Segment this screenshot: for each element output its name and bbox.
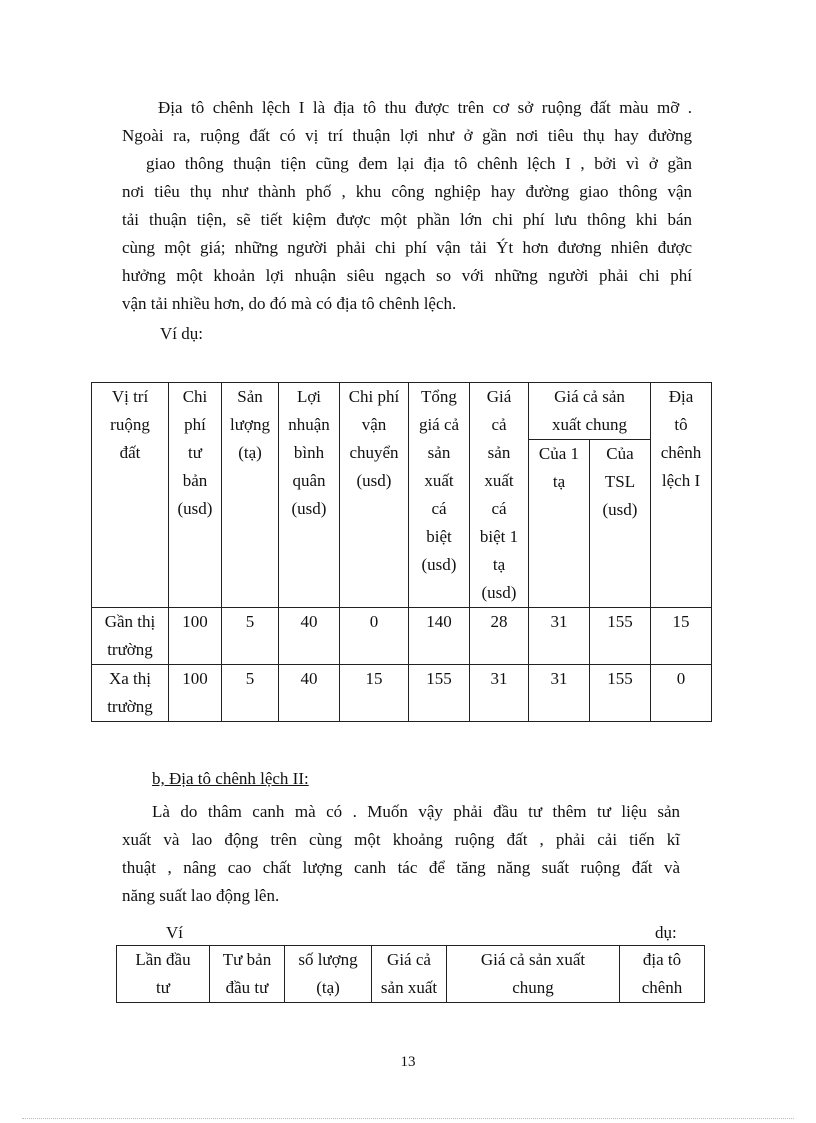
header-gia-san-xuat: Giá cả sản xuất: [372, 946, 447, 1003]
table-cell: 0: [651, 665, 712, 722]
section-heading: b, Địa tô chênh lệch II:: [152, 769, 309, 788]
table-cell: 40: [279, 608, 340, 665]
header-dia-to: Địa tô chênh lệch I: [651, 383, 712, 608]
row-name: Xa thị trường: [92, 665, 169, 722]
paragraph-line: thuật , nâng cao chất lượng canh tác để tăng năng suất ruộng đất và: [122, 858, 680, 877]
header-gia-chung: Giá cả sản xuất chung: [529, 383, 651, 440]
table-cell: 5: [222, 608, 279, 665]
paragraph-line: vận tải nhiều hơn, do đó mà có địa tô chênh lệch.: [122, 294, 457, 313]
header-cua-tsl: Của TSL (usd): [590, 440, 651, 608]
row-name: Gần thị trường: [92, 608, 169, 665]
table-cell: 100: [169, 608, 222, 665]
header-lan-dau-tu: Lần đầu tư: [117, 946, 210, 1003]
example-label: Ví dụ:: [160, 324, 203, 343]
header-tu-ban: Tư bản đầu tư: [210, 946, 285, 1003]
paragraph-line: năng suất lao động lên.: [122, 886, 280, 905]
table-cell: 31: [529, 665, 590, 722]
table-cell: 5: [222, 665, 279, 722]
paragraph-dia-to-chenh-lech-1: [122, 94, 692, 318]
paragraph-line: Địa tô chênh lệch I là địa tô thu được trên cơ sở ruộng đất màu mỡ .: [158, 98, 692, 117]
table-cell: 155: [590, 665, 651, 722]
header-tong-gia: Tổng giá cả sản xuất cá biệt (usd): [409, 383, 470, 608]
paragraph-line: Ngoài ra, ruộng đất có vị trí thuận lợi như ở gần nơi tiêu thụ hay đường: [122, 126, 692, 145]
header-gia-ca-biet: Giá cả sản xuất cá biệt 1 tạ (usd): [470, 383, 529, 608]
paragraph-line: nơi tiêu thụ như thành phố , khu công nghiệp hay đường giao thông vận: [122, 182, 692, 201]
paragraph-line: giao thông thuận tiện cũng đem lại địa tô chênh lệch I , bởi vì ở gần: [146, 154, 692, 173]
table-cell: 15: [651, 608, 712, 665]
table-cell: 0: [340, 608, 409, 665]
table-cell: 40: [279, 665, 340, 722]
footer-divider: [22, 1118, 794, 1119]
paragraph-line: Là do thâm canh mà có . Muốn vậy phải đầu tư thêm tư liệu sản: [152, 802, 680, 821]
table-row: [92, 665, 712, 722]
header-chi-phi-tu-ban: Chi phí tư bản (usd): [169, 383, 222, 608]
header-gia-san-xuat-chung: Giá cả sản xuất chung: [447, 946, 620, 1003]
table-cell: 28: [470, 608, 529, 665]
table-row: [92, 608, 712, 665]
table-cell: 31: [470, 665, 529, 722]
table-cell: 15: [340, 665, 409, 722]
example-label-du: dụ:: [655, 923, 677, 942]
table-cell: 155: [409, 665, 470, 722]
table-cell: 140: [409, 608, 470, 665]
paragraph-line: hưởng một khoản lợi nhuận siêu ngạch so với những người phải chi phí: [122, 266, 692, 285]
header-san-luong: Sản lượng (tạ): [222, 383, 279, 608]
table-dia-to-chenh-lech-1: [91, 382, 712, 722]
header-so-luong: số lượng (tạ): [285, 946, 372, 1003]
paragraph-dia-to-chenh-lech-2: [122, 798, 680, 910]
table-cell: 100: [169, 665, 222, 722]
header-chi-phi-van-chuyen: Chi phí vận chuyển (usd): [340, 383, 409, 608]
example-label-vi: Ví: [166, 923, 183, 942]
header-vi-tri: Vị trí ruộng đất: [92, 383, 169, 608]
paragraph-line: tải thuận tiện, sẽ tiết kiệm được một phần lớn chi phí lưu thông khi bán: [122, 210, 692, 229]
paragraph-line: cùng một giá; những người phải chi phí vận tải Ýt hơn đương nhiên được: [122, 238, 692, 257]
header-cua-1-ta: Của 1 tạ: [529, 440, 590, 608]
table-cell: 31: [529, 608, 590, 665]
table-dia-to-chenh-lech-2: [116, 945, 705, 1003]
page-number: 13: [400, 1054, 416, 1070]
table-cell: 155: [590, 608, 651, 665]
header-loi-nhuan: Lợi nhuận bình quân (usd): [279, 383, 340, 608]
header-dia-to-chenh: địa tô chênh: [620, 946, 705, 1003]
paragraph-line: xuất và lao động trên cùng một khoảng ruộng đất , phải cải tiến kĩ: [122, 830, 680, 849]
